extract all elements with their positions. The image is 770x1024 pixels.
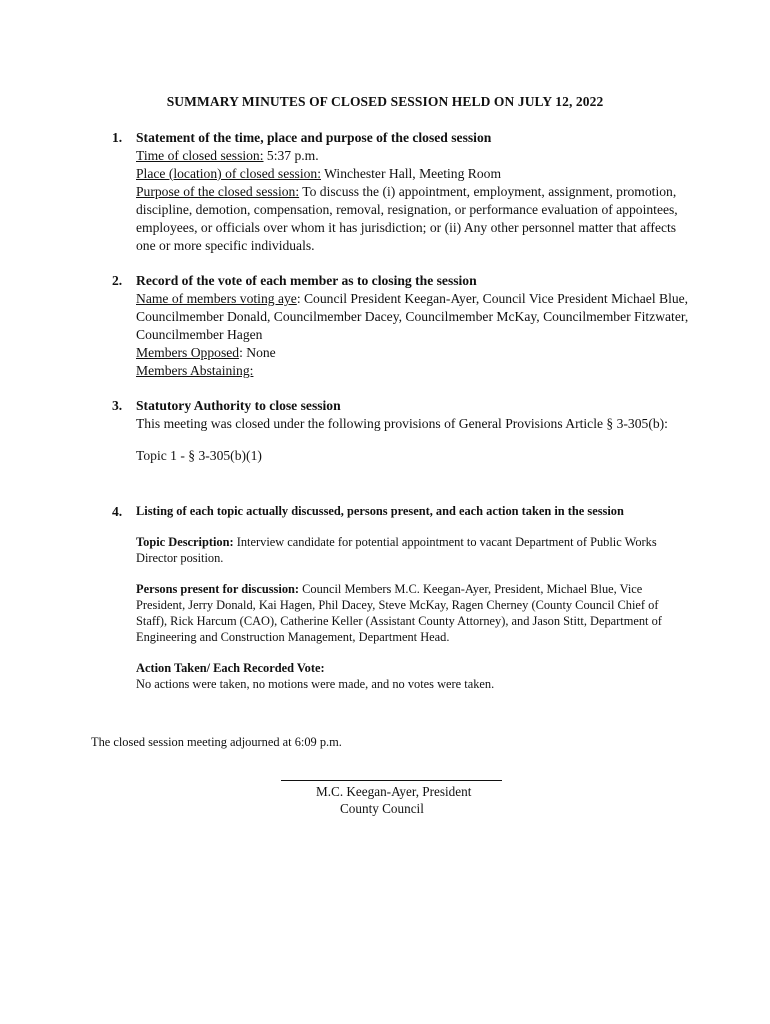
signature-name: M.C. Keegan-Ayer, President — [316, 784, 472, 799]
item-4 — [112, 503, 692, 692]
purpose-label: Purpose of the closed session: — [136, 184, 300, 199]
item-1 — [112, 129, 692, 255]
adjourned-text: The closed session meeting adjourned at 6:09 p.m. — [91, 735, 342, 749]
action-label: Action Taken/ Each Recorded Vote: — [136, 661, 325, 675]
place-value: Winchester Hall, Meeting Room — [320, 166, 502, 181]
opposed-value: : None — [239, 345, 276, 360]
persons-present — [136, 581, 692, 645]
item-number: 1. — [112, 130, 123, 145]
action-value: No actions were taken, no motions were made, and no votes were taken. — [136, 677, 495, 691]
statutory-topic: Topic 1 - § 3-305(b)(1) — [136, 448, 262, 463]
item-number: 4. — [112, 504, 123, 519]
item-heading: Statutory Authority to close session — [136, 398, 341, 413]
item-heading: Statement of the time, place and purpose of the closed session — [136, 130, 492, 145]
purpose-line — [136, 183, 692, 255]
topic-value: Interview candidate for potential appointment to vacant Department of Public Works Director position. — [136, 535, 657, 565]
signature-title: County Council — [340, 801, 424, 816]
aye-line — [136, 290, 692, 344]
topic-label: Topic Description: — [136, 535, 234, 549]
item-heading: Record of the vote of each member as to closing the session — [136, 273, 477, 288]
item-heading: Listing of each topic actually discussed, persons present, and each action taken in the session — [136, 504, 624, 518]
item-number: 3. — [112, 398, 123, 413]
abstaining-line — [136, 362, 692, 380]
opposed-label: Members Opposed — [136, 345, 240, 360]
abstaining-label: Members Abstaining: — [136, 363, 254, 378]
item-3 — [112, 397, 692, 465]
persons-value: Council Members M.C. Keegan-Ayer, President, Michael Blue, Vice President, Jerry Donald, Kai Hagen, Phil Dacey, Steve McKay, Ragen Cherney (County Council Chief of Staff), Rick Harcum (CAO), Catherine Keller (Assistant County Attorney), and Jason Stitt, Department of Engineering and Construction Management, Department Head. — [136, 582, 662, 644]
time-value: 5:37 p.m. — [263, 148, 319, 163]
time-label: Time of closed session: — [136, 148, 264, 163]
aye-label: Name of members voting aye — [136, 291, 297, 306]
item-2 — [112, 272, 692, 380]
item-number: 2. — [112, 273, 123, 288]
topic-description — [136, 534, 692, 566]
purpose-value: To discuss the (i) appointment, employment, assignment, promotion, discipline, demotion, compensation, removal, resignation, or performance evaluation of appointees, employees, or officials over whom it has jurisdiction; or (ii) Any other personnel matter that affects one or more specific individuals. — [136, 184, 678, 253]
aye-value: : Council President Keegan-Ayer, Council Vice President Michael Blue, Councilmember Donald, Councilmember Dacey, Councilmember McKay, Councilmember Fitzwater, Councilmember Hagen — [136, 291, 689, 342]
place-label: Place (location) of closed session: — [136, 166, 321, 181]
statutory-text: This meeting was closed under the following provisions of General Provisions Article § 3-305(b): — [136, 416, 668, 431]
opposed-line — [136, 344, 692, 362]
place-line — [136, 165, 692, 183]
signature-line — [281, 780, 502, 781]
action-taken — [136, 660, 692, 692]
persons-label: Persons present for discussion: — [136, 582, 300, 596]
time-line — [136, 147, 692, 165]
document-title: SUMMARY MINUTES OF CLOSED SESSION HELD ON JULY 12, 2022 — [166, 94, 604, 109]
